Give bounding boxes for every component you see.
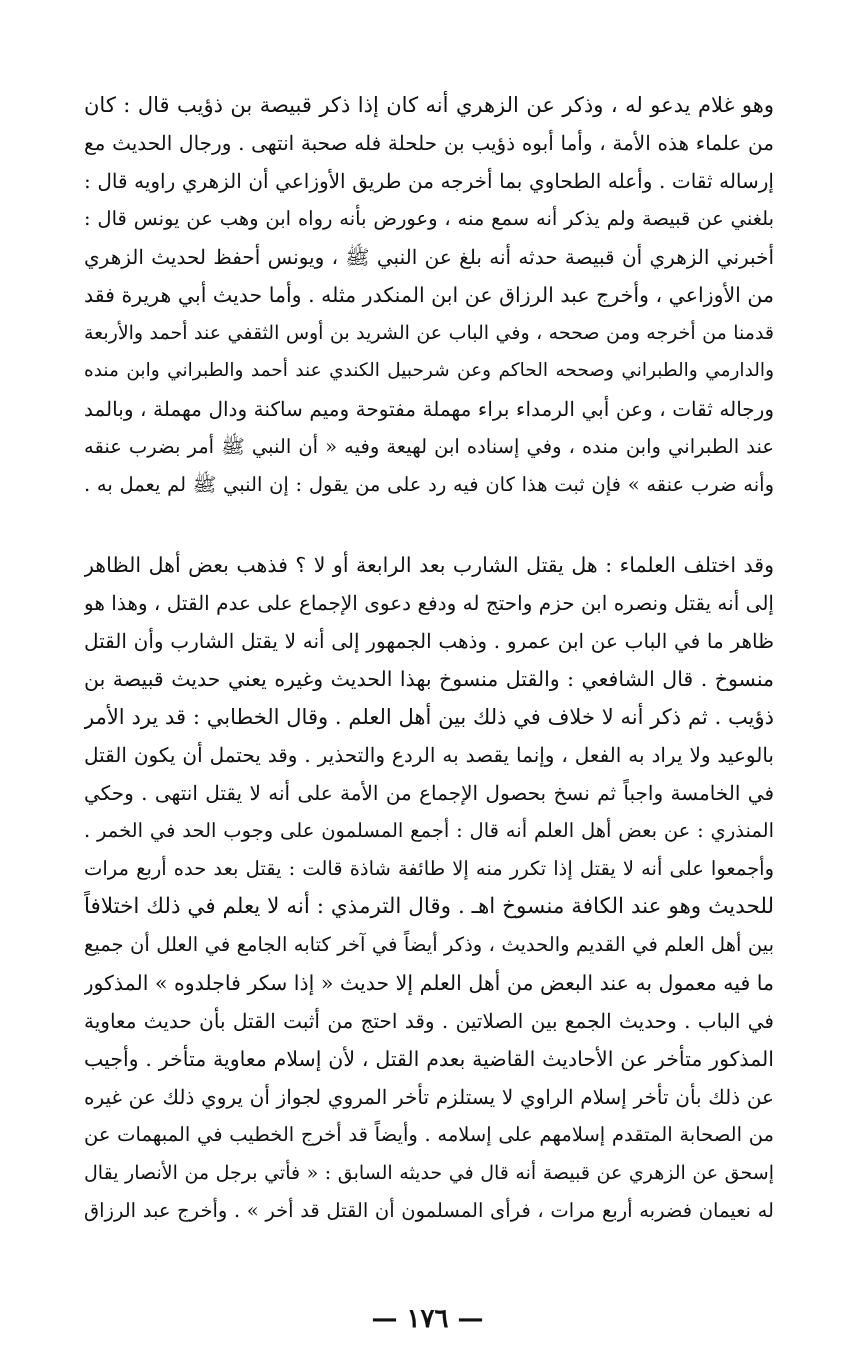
text-line: منسوخ . قال الشافعي : والقتل منسوخ بهذا الحديث وغيره يعني حديث قبيصة بن: [84, 667, 774, 691]
text-line: قدمنا من أخرجه ومن صححه ، وفي الباب عن الشريد بن أوس الثقفي عند أحمد والأربعة: [84, 322, 774, 344]
text-line: من علماء هذه الأمة ، وأما أبوه ذؤيب بن حلحلة فله صحبة انتهى . ورجال الحديث مع: [84, 131, 774, 155]
text-line: ما فيه معمول به عند البعض من أهل العلم إلا حديث « إذا سكر فاجلدوه » المذكور: [84, 971, 774, 995]
text-line: وقد اختلف العلماء : هل يقتل الشارب بعد الرابعة أو لا ؟ فذهب بعض أهل الظاهر: [84, 553, 774, 577]
text-line: في الباب . وحديث الجمع بين الصلاتين . وقد احتج من أثبت القتل بأن حديث معاوية: [84, 1009, 774, 1033]
text-line: عن ذلك بأن تأخر إسلام الراوي لا يستلزم تأخر المروي لجواز أن يروي ذلك عن غيره: [84, 1085, 774, 1109]
text-line: وأجمعوا على أنه لا يقتل إذا تكرر منه إلا طائفة شاذة قالت : يقتل بعد حده أربع مرات: [84, 857, 774, 880]
text-line: وأنه ضرب عنقه » فإن ثبت هذا كان فيه رد على من يقول : إن النبي ﷺ لم يعمل به .: [84, 473, 774, 496]
text-line: إسحق عن الزهري عن قبيصة أنه قال في حديثه السابق : « فأتي برجل من الأنصار يقال: [84, 1162, 774, 1184]
text-line: للحديث وهو عند الكافة منسوخ اهـ . وقال الترمذي : أنه لا يعلم في ذلك اختلافاً: [84, 894, 774, 919]
text-line: له نعيمان فضربه أربع مرات ، فرأى المسلمون أن القتل قد أخر » . وأخرج عبد الرزاق: [84, 1199, 774, 1222]
paragraph-1: [84, 86, 774, 504]
text-line: إلى أنه يقتل ونصره ابن حزم واحتج له ودفع دعوى الإجماع على عدم القتل ، وهذا هو: [84, 591, 774, 615]
text-line: بين أهل العلم في القديم والحديث ، وذكر أيضاً في آخر كتابه الجامع في العلل أن جميع: [84, 933, 774, 956]
paragraph-2: [84, 546, 774, 1230]
text-line: والدارمي والطبراني وصححه الحاكم وعن شرحبيل الكندي عند أحمد والطبراني وابن منده: [84, 360, 774, 381]
page-number: — ١٧٦ —: [371, 1304, 484, 1334]
text-line: وهو غلام يدعو له ، وذكر عن الزهري أنه كان إذا ذكر قبيصة بن ذؤيب قال : كان: [84, 93, 774, 117]
text-line: عند الطبراني وابن منده ، وفي إسناده ابن لهيعة وفيه « أن النبي ﷺ أمر بضرب عنقه: [84, 435, 774, 458]
text-line: من الصحابة المتقدم إسلامهم على إسلامه . وأيضاً قد أخرج الخطيب في المبهمات عن: [84, 1123, 774, 1146]
text-line: في الخامسة واجباً ثم نسخ بحصول الإجماع من الأمة على أنه لا يقتل انتهى . وحكي: [84, 781, 774, 805]
text-line: المنذري : عن بعض أهل العلم أنه قال : أجمع المسلمون على وجوب الحد في الخمر .: [84, 819, 774, 842]
text-line: ذؤيب . ثم ذكر أنه لا خلاف في ذلك بين أهل العلم . وقال الخطابي : قد يرد الأمر: [84, 705, 774, 729]
text-line: ورجاله ثقات ، وعن أبي الرمداء براء مهملة مفتوحة وميم ساكنة ودال مهملة ، وبالمد: [84, 397, 774, 421]
text-line: إرساله ثقات . وأعله الطحاوي بما أخرجه من طريق الأوزاعي أن الزهري راويه قال :: [84, 169, 774, 193]
text-line: من الأوزاعي ، وأخرج عبد الرزاق عن ابن المنكدر مثله . وأما حديث أبي هريرة فقد: [84, 283, 774, 307]
text-line: بلغني عن قبيصة ولم يذكر أنه سمع منه ، وعورض بأنه رواه ابن وهب عن يونس قال :: [84, 207, 774, 230]
text-line: ظاهر ما في الباب عن ابن عمرو . وذهب الجمهور إلى أنه لا يقتل الشارب وأن القتل: [84, 629, 774, 653]
text-line: المذكور متأخر عن الأحاديث القاضية بعدم القتل ، لأن إسلام معاوية متأخر . وأجيب: [84, 1047, 774, 1071]
text-line: بالوعيد ولا يراد به الفعل ، وإنما يقصد به الردع والتحذير . وقد يحتمل أن يكون القتل: [84, 743, 774, 767]
text-line: أخبرني الزهري أن قبيصة حدثه أنه بلغ عن النبي ﷺ ، ويونس أحفظ لحديث الزهري: [84, 245, 774, 269]
